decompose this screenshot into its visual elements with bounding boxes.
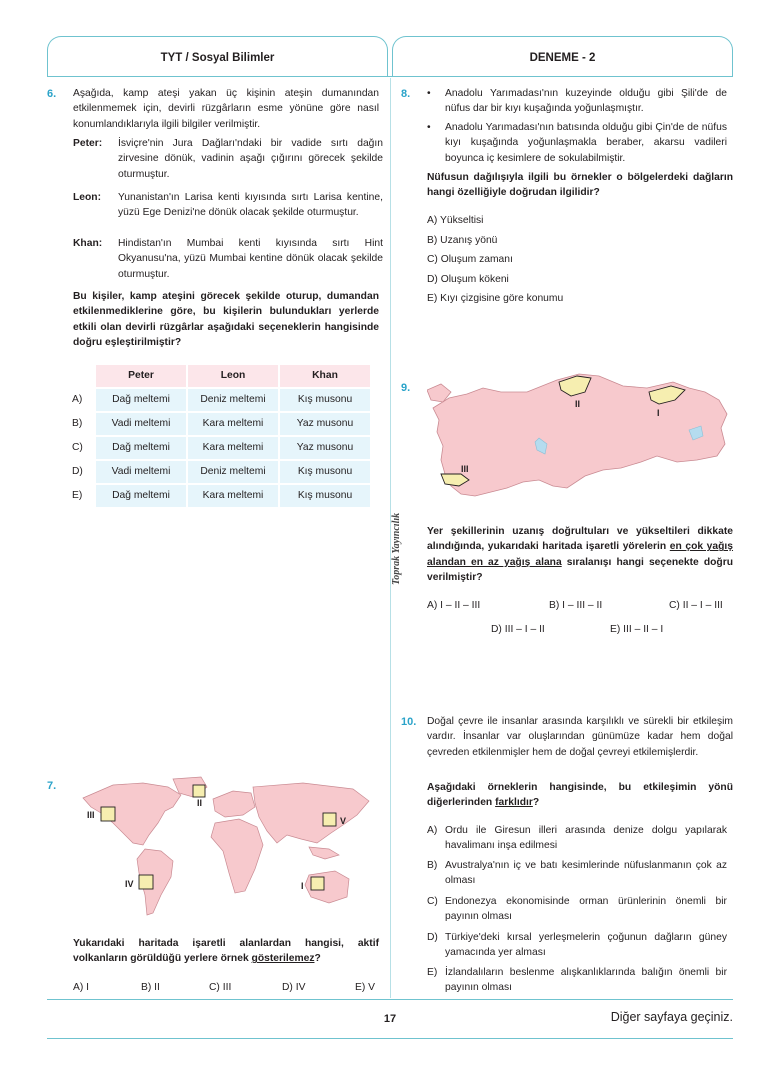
table-cell: Vadi meltemi [96,461,186,483]
table-cell: Kış musonu [280,485,370,507]
q9-option-a[interactable]: A) I – II – III [427,600,481,611]
q6-person-name: Peter: [73,138,103,149]
q10-option-e[interactable] [427,965,727,996]
q6-number: 6. [47,88,57,100]
option-letter: B) [427,860,438,871]
map-label-II: II [197,798,203,808]
q10-stem: Aşağıdaki örneklerin hangisinde, bu etkileşimin yönü diğerlerinden farklıdır? [427,782,733,809]
q9-number: 9. [401,382,411,394]
option-text: İzlandalıların beslenme alışkanlıklarında balığın önemli bir payının olması [445,967,727,994]
map-marker-box [101,807,115,821]
q9-option-e[interactable]: E) III – II – I [610,624,664,635]
q7-option-a[interactable]: A) I [73,982,90,993]
q6-person-peter [73,136,383,182]
world-map [73,773,379,928]
q7-option-e[interactable]: E) V [355,982,376,993]
q7-option-d[interactable]: D) IV [282,982,306,993]
q8-option-d[interactable]: D) Oluşum kökeni [427,274,509,285]
header-rule [47,76,733,77]
option-letter: C) [72,442,83,454]
table-cell: Dağ meltemi [96,389,186,411]
option-text: Endonezya ekonomisinde orman ürünlerinin önemli bir payının olması [445,896,727,923]
publisher-side-text: Toprak Yayıncılık [391,512,402,585]
table-header-cell: Khan [280,365,370,387]
option-letter: A) [427,825,438,836]
q10-option-b[interactable] [427,858,727,889]
map-marker-box [193,785,205,797]
table-cell: Kış musonu [280,389,370,411]
option-letter: E) [427,967,438,978]
table-row[interactable] [72,389,370,411]
table-header-cell: Peter [96,365,186,387]
table-row[interactable] [72,437,370,459]
option-text: Ordu ile Giresun illeri arasında denize dolgu yapılarak havalimanı inşa edilmesi [445,825,727,852]
header-right-title: DENEME - 2 [529,52,596,64]
table-row[interactable] [72,485,370,507]
table-cell: Kara meltemi [188,413,278,435]
map-marker-box [323,813,336,826]
map-label-V: V [340,816,347,826]
table-row[interactable] [72,461,370,483]
table-cell: Kara meltemi [188,485,278,507]
option-letter: A) [72,394,83,406]
page-number: 17 [383,1013,397,1025]
q8-stem: Nüfusun dağılışıyla ilgili bu örnekler o bölgelerdeki dağların hangi özelliğiyle doğrudan ilgilidir? [427,172,733,199]
table-cell: Deniz meltemi [188,461,278,483]
q9-option-b[interactable]: B) I – III – II [549,600,603,611]
q10-intro: Doğal çevre ile insanlar arasında karşılıklı ve sürekli bir etkileşim vardır. İnsanlar var oluşlarından günümüze kadar hem doğal çevreden etkilenmişler hem de doğal çevreyi etkilemişlerdir. [427,716,733,758]
table-row[interactable] [72,413,370,435]
q6-person-text: Hindistan'ın Mumbai kenti kıyısında sırtı Hint Okyanusu'na, yüzü Mumbai kentine dönük olacak şekilde oturmuştur. [118,238,383,280]
q8-option-a[interactable]: A) Yükseltisi [427,215,484,226]
map-label-III: III [461,464,469,474]
option-letter: E) [72,490,83,502]
table-cell: Kış musonu [280,461,370,483]
footer-rule-bottom [47,1038,733,1039]
q7-option-b[interactable]: B) II [141,982,160,993]
q6-person-text: Yunanistan'ın Larisa kenti kıyısında sırtı Larisa kentine, yüzü Ege Denizi'ne dönük olacak şekilde oturmuştur. [118,192,383,219]
table-cell: Deniz meltemi [188,389,278,411]
q10-option-d[interactable] [427,930,727,961]
q8-option-e[interactable]: E) Kıyı çizgisine göre konumu [427,293,564,304]
header-left-title: TYT / Sosyal Bilimler [160,52,275,64]
q8-bullet-1 [427,86,727,117]
q9-option-c[interactable]: C) II – I – III [669,600,723,611]
q9-stem: Yer şekillerinin uzanış doğrultuları ve yükseltileri dikkate alındığında, yukarıdaki haritada işaretli yörelerin en çok yağış alandan en az yağış alana sıralanışı hangi seçenekte doğru verilmiştir? [427,526,734,584]
bullet-mark: • [427,122,431,133]
option-text: Avustralya'nın iç ve batı kesimlerinde nüfuslanmanın çok az olması [445,860,727,887]
q9-option-d[interactable]: D) III – I – II [491,624,545,635]
q6-person-leon [73,190,383,221]
q8-option-b[interactable]: B) Uzanış yönü [427,235,498,246]
table-cell: Vadi meltemi [96,413,186,435]
table-cell: Dağ meltemi [96,485,186,507]
table-header-cell: Leon [188,365,278,387]
table-cell: Yaz musonu [280,437,370,459]
q10-option-c[interactable] [427,894,727,925]
option-text: Türkiye'deki kırsal yerleşmelerin çoğunun dağların güney yamacında yer alması [445,932,727,959]
q7-number: 7. [47,780,57,792]
footer-rule-top [47,999,733,1000]
map-label-II: II [575,399,581,409]
bullet-mark: • [427,88,431,99]
map-label-IV: IV [125,879,134,889]
map-label-III: III [87,810,95,820]
table-header-row [72,365,370,387]
map-label-I: I [301,881,304,891]
q6-answer-table [70,363,372,509]
q7-stem: Yukarıdaki haritada işaretli alanlardan hangisi, aktif volkanların görüldüğü yerlere örnek gösterilemez? [73,938,379,965]
turkey-map [427,370,733,520]
table-cell: Yaz musonu [280,413,370,435]
q6-person-name: Khan: [73,238,103,249]
option-letter: D) [427,932,438,943]
option-letter: D) [72,466,83,478]
q6-person-text: İsviçre'nin Jura Dağları'ndaki bir vadide sırtı dağın zirvesine dönük, vadinin aşağı çığırını görecek şekilde oturmuştur. [118,138,383,180]
q8-number: 8. [401,88,411,100]
q7-option-c[interactable]: C) III [209,982,232,993]
q6-intro: Aşağıda, kamp ateşi yakan üç kişinin ateşin dumanından etkilenmemek için, devirli rüzgârların esme yönüne göre nasıl konumlandıklarıyla ilgili bilgiler verilmiştir. [73,88,379,130]
next-page-note: Diğer sayfaya geçiniz. [610,1010,733,1024]
option-letter: C) [427,896,438,907]
option-letter: B) [72,418,83,430]
table-cell: Kara meltemi [188,437,278,459]
map-marker-box [139,875,153,889]
q8-option-c[interactable]: C) Oluşum zamanı [427,254,513,265]
q10-number: 10. [401,716,417,728]
q6-person-khan [73,236,383,282]
q6-person-name: Leon: [73,192,102,203]
q6-stem: Bu kişiler, kamp ateşini görecek şekilde oturup, dumandan etkilenmediklerine göre, bu kişilerin bulundukları yerlerde etkili olan devirli rüzgârlar aşağıdaki seçeneklerin hangisinde doğru eşleştirilmiştir? [73,291,379,349]
bullet-text: Anadolu Yarımadası'nın kuzeyinde olduğu gibi Şili'de de nüfus dar bir kıyı kuşağında yoğunlaşmıştır. [445,88,727,115]
table-cell: Dağ meltemi [96,437,186,459]
bullet-text: Anadolu Yarımadası'nın batısında olduğu gibi Çin'de de nüfus kıyı kuşağında yoğunlaşmakla beraber, akarsu vadileri boyunca iç kesimlere de sokulabilmiştir. [445,122,727,164]
q8-bullet-2 [427,120,727,166]
map-label-I: I [657,408,660,418]
q10-option-a[interactable] [427,823,727,854]
map-marker-box [311,877,324,890]
